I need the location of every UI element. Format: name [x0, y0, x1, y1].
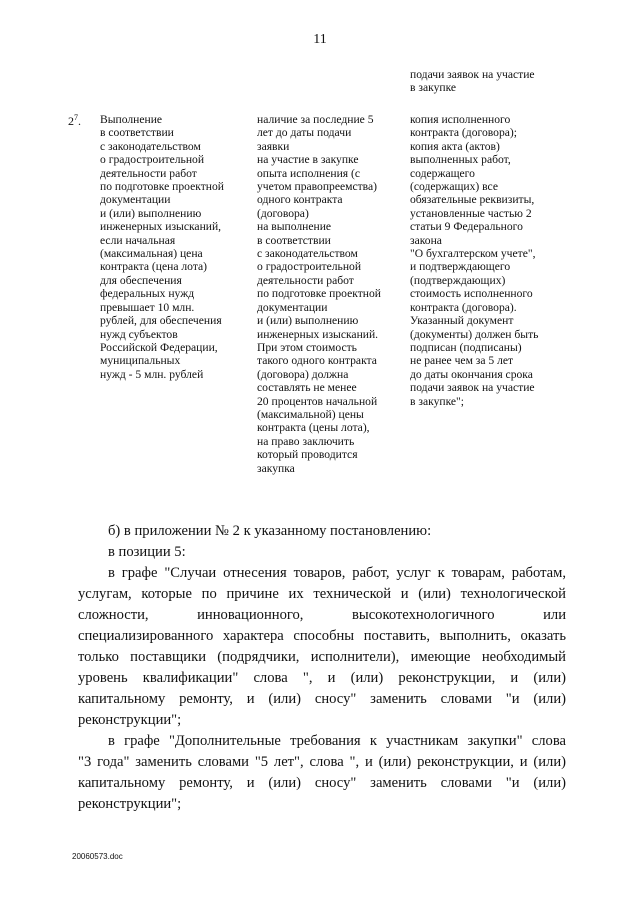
page-number: 11: [313, 32, 327, 47]
table-cell-work-type: Выполнение в соответствии с законодательством о градостроительной деятельности работ по подготовке проектной документации и (или) выполнению инженерных изысканий, если начальная (максимальная) цена контракта (цена лота) для обеспечения федеральных нужд превышает 10 млн. рублей, для обеспечения нужд субъектов Российской Федерации, муниципальных нужд - 5 млн. рублей: [100, 113, 224, 381]
text-line: "3 года" заменить словами "5 лет", слова ", и (или) реконструкции, и (или): [78, 754, 566, 770]
paragraph-column-requirements-end: реконструкции";: [78, 796, 182, 812]
paragraph-column-cases: [78, 563, 566, 710]
paragraph-b: б) в приложении № 2 к указанному постановлению:: [108, 523, 432, 539]
paragraph-column-cases-end: реконструкции";: [78, 712, 182, 728]
table-cell-documents: копия исполненного контракта (договора); копия акта (актов) выполненных работ, содержащего (содержащих) все обязательные реквизиты, установленные частью 2 статьи 9 Федерального закона "О бухгалтерском учете", и подтверждающего (подтверждающих) стоимость исполненного контракта (договора). Указанный документ (документы) должен быть подписан (подписаны) не ранее чем за 5 лет до даты окончания срока подачи заявок на участие в закупке";: [410, 113, 539, 408]
paragraph-position-5: в позиции 5:: [108, 544, 186, 560]
table-cell-continuation: подачи заявок на участие в закупке: [410, 68, 535, 95]
text-line: капитальному ремонту, и (или) сносу" заменить словами "и (или): [78, 691, 566, 707]
footer-filename: 20060573.doc: [72, 852, 123, 861]
text-line: уровень квалификации" слова ", и (или) реконструкции, и (или): [78, 670, 566, 686]
text-line: услугам, которые по причине их технической и (или) технологической: [78, 586, 566, 602]
text-line: только поставщики (подрядчики, исполнители), имеющие необходимый: [78, 649, 566, 665]
text-line: специализированного характера способны поставить, выполнить, оказать: [78, 628, 566, 644]
text-line: капитальному ремонту, и (или) сносу" заменить словами "и (или): [78, 775, 566, 791]
text-line: в графе "Дополнительные требования к участникам закупки" слова: [108, 733, 566, 749]
row-number-superscript: 7: [74, 113, 78, 122]
text-line: сложности, инновационного, высокотехнологичного или: [78, 607, 566, 623]
paragraph-column-requirements: [78, 716, 566, 794]
table-cell-requirement: наличие за последние 5 лет до даты подачи заявки на участие в закупке опыта исполнения (с учетом правопреемства) одного контракта (договора) на выполнение в соответствии с законодательством о градостроительной деятельности работ по подготовке проектной документации и (или) выполнению инженерных изысканий. При этом стоимость такого одного контракта (договора) должна составлять не менее 20 процентов начальной (максимальной) цены контракта (цены лота), на право заключить который проводится закупка: [257, 113, 381, 475]
row-number: [68, 113, 81, 129]
row-number-dot: .: [78, 114, 81, 128]
text-line: в графе "Случаи отнесения товаров, работ, услуг к товарам, работам,: [108, 565, 566, 581]
row-number-main: 2: [68, 114, 74, 128]
